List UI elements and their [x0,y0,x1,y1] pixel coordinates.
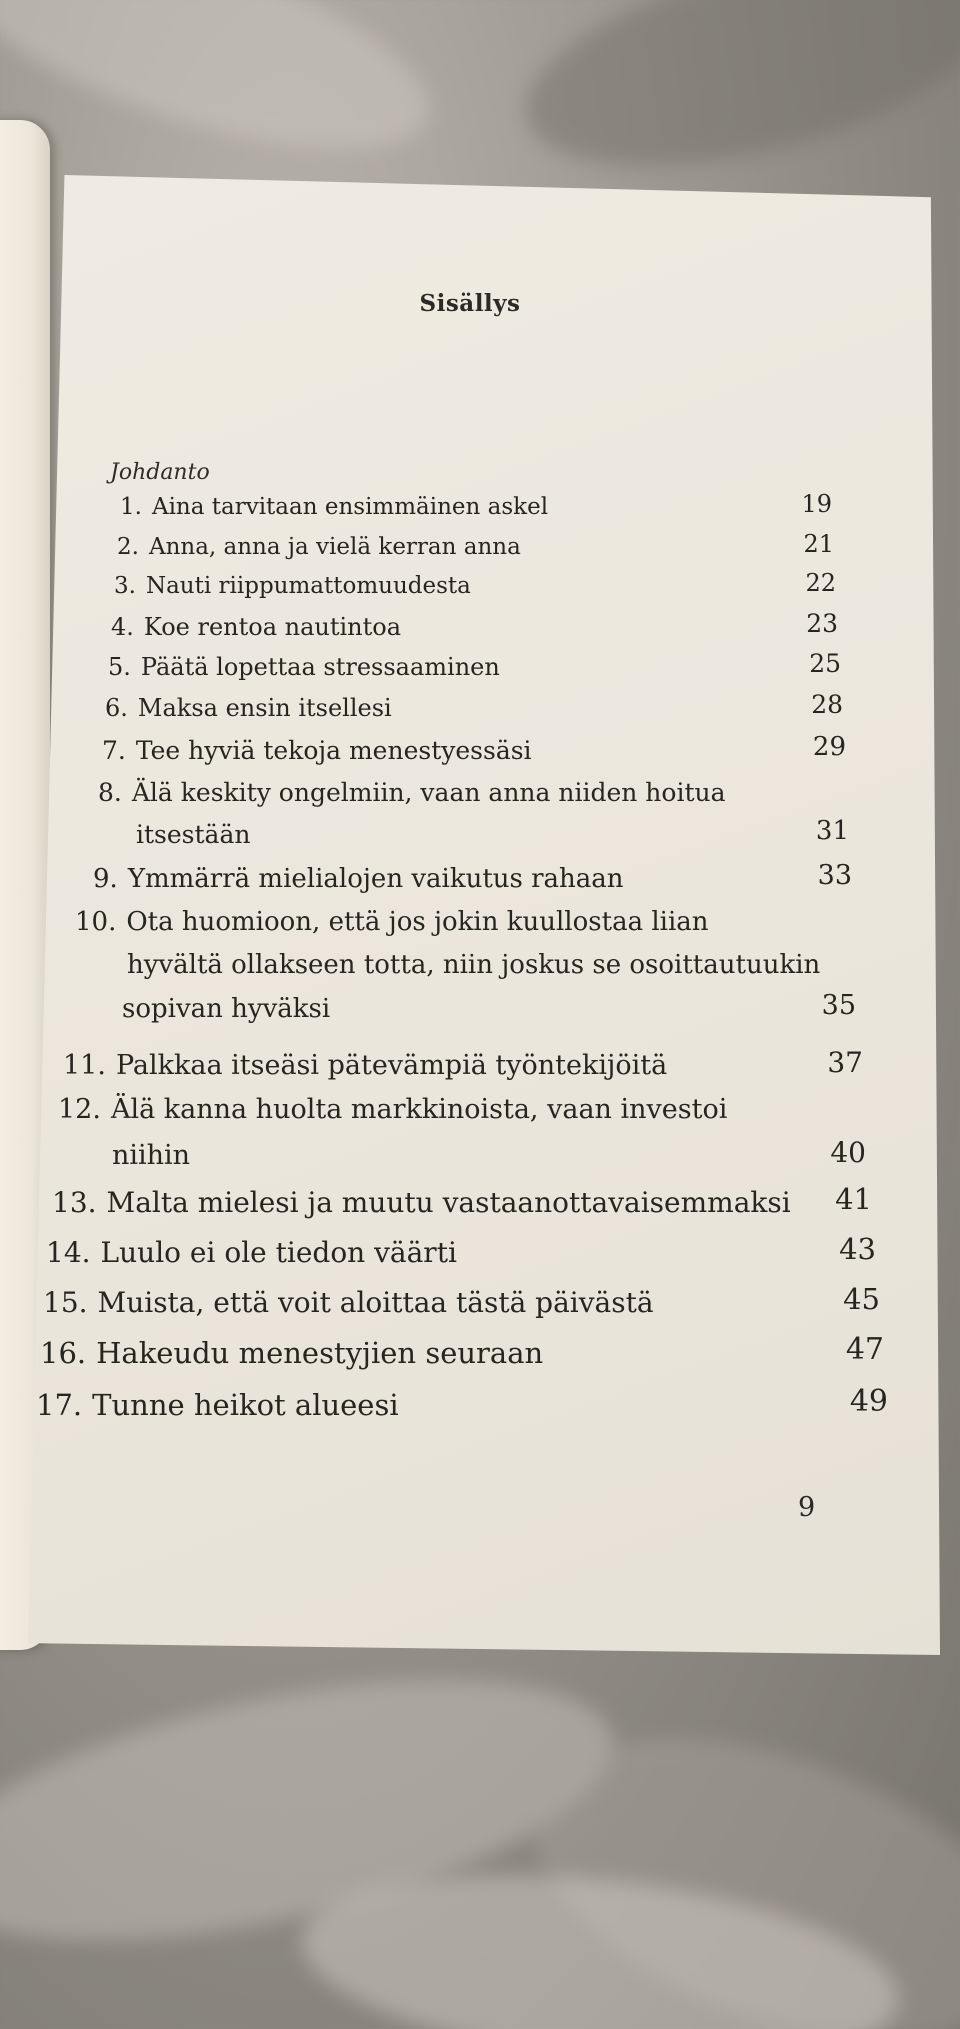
page-reference: 41 [835,1182,872,1216]
chapter-number: 9. [93,864,118,894]
chapter-title: Tunne heikot alueesi [92,1388,399,1422]
chapter-title: Koe rentoa nautintoa [143,613,402,641]
chapter-title: Anna, anna ja vielä kerran anna [148,534,521,560]
chapter-number: 3. [114,573,136,599]
chapter-title-continuation: sopivan hyväksi [122,994,331,1024]
page-reference: 28 [811,690,843,719]
chapter-number: 5. [108,653,131,681]
toc-entry [52,1186,791,1219]
chapter-number: 14. [46,1236,91,1269]
page-reference: 25 [809,649,841,678]
fabric-fold [505,0,960,205]
chapter-title: Aina tarvitaan ensimmäinen askel [151,494,549,520]
page-reference: 33 [817,860,852,891]
toc-entry [58,1094,727,1125]
chapter-title-continuation: hyvältä ollakseen totta, niin joskus se osoittautuukin [127,950,821,980]
toc-entry [40,1336,543,1370]
page-reference: 43 [839,1232,876,1266]
chapter-number: 13. [52,1186,97,1219]
page-reference: 22 [805,569,836,597]
toc-entry [46,1236,457,1269]
page-reference: 31 [815,816,849,846]
toc-entry [98,778,726,807]
toc-entry [63,1050,667,1081]
chapter-number: 7. [102,736,126,765]
toc-entry [75,907,709,937]
chapter-number: 1. [120,494,142,520]
toc-entry [111,613,401,641]
chapter-title: Tee hyviä tekoja menestyessäsi [135,736,532,765]
toc-entry [36,1388,399,1422]
toc-entry [108,653,500,681]
chapter-number: 17. [36,1388,83,1422]
chapter-title: Hakeudu menestyjien seuraan [96,1336,544,1370]
toc-entry [114,573,471,599]
toc-entry [105,694,392,722]
chapter-title-continuation: niihin [112,1140,191,1171]
toc-entry [93,864,624,894]
chapter-number: 4. [111,613,134,641]
page-reference: 47 [845,1332,884,1367]
fabric-fold [0,0,452,193]
chapter-number: 15. [43,1286,88,1319]
toc-entry [120,494,548,520]
chapter-title: Älä kanna huolta markkinoista, vaan investoi [110,1094,728,1125]
chapter-number: 16. [40,1336,87,1370]
chapter-title: Älä keskity ongelmiin, vaan anna niiden hoitua [131,778,726,807]
toc-entry [117,534,521,560]
chapter-number: 10. [75,907,117,937]
chapter-number: 11. [63,1050,106,1081]
chapter-title: Maksa ensin itsellesi [137,694,392,722]
page-number: 9 [798,1492,816,1523]
page-reference: 49 [849,1384,888,1419]
chapter-title: Muista, että voit aloittaa tästä päivästä [97,1286,654,1319]
toc-entry [43,1286,654,1319]
chapter-title-continuation: itsestään [136,820,251,849]
page-title: Sisällys [419,290,521,317]
chapter-title: Nauti riippumattomuudesta [145,573,471,599]
chapter-title: Luulo ei ole tiedon väärti [100,1236,457,1269]
toc-entry [102,736,532,765]
page-reference: 19 [801,490,832,518]
chapter-number: 2. [117,534,139,560]
chapter-number: 12. [58,1094,101,1125]
chapter-title: Malta mielesi ja muutu vastaanottavaisemmaksi [106,1186,791,1219]
toc-intro: Johdanto [110,460,210,485]
page-reference: 21 [803,530,834,558]
chapter-title: Ymmärrä mielialojen vaikutus rahaan [127,864,624,894]
page-reference: 40 [830,1136,866,1169]
page-reference: 23 [806,609,838,638]
page-reference: 29 [812,732,846,762]
chapter-title: Päätä lopettaa stressaaminen [140,653,500,681]
page-reference: 37 [827,1046,863,1079]
page-reference: 45 [843,1282,880,1316]
chapter-title: Ota huomioon, että jos jokin kuullostaa liian [126,907,709,937]
chapter-title: Palkkaa itseäsi pätevämpiä työntekijöitä [115,1050,668,1081]
chapter-number: 8. [98,778,122,807]
page-reference: 35 [821,990,856,1021]
chapter-number: 6. [105,694,128,722]
